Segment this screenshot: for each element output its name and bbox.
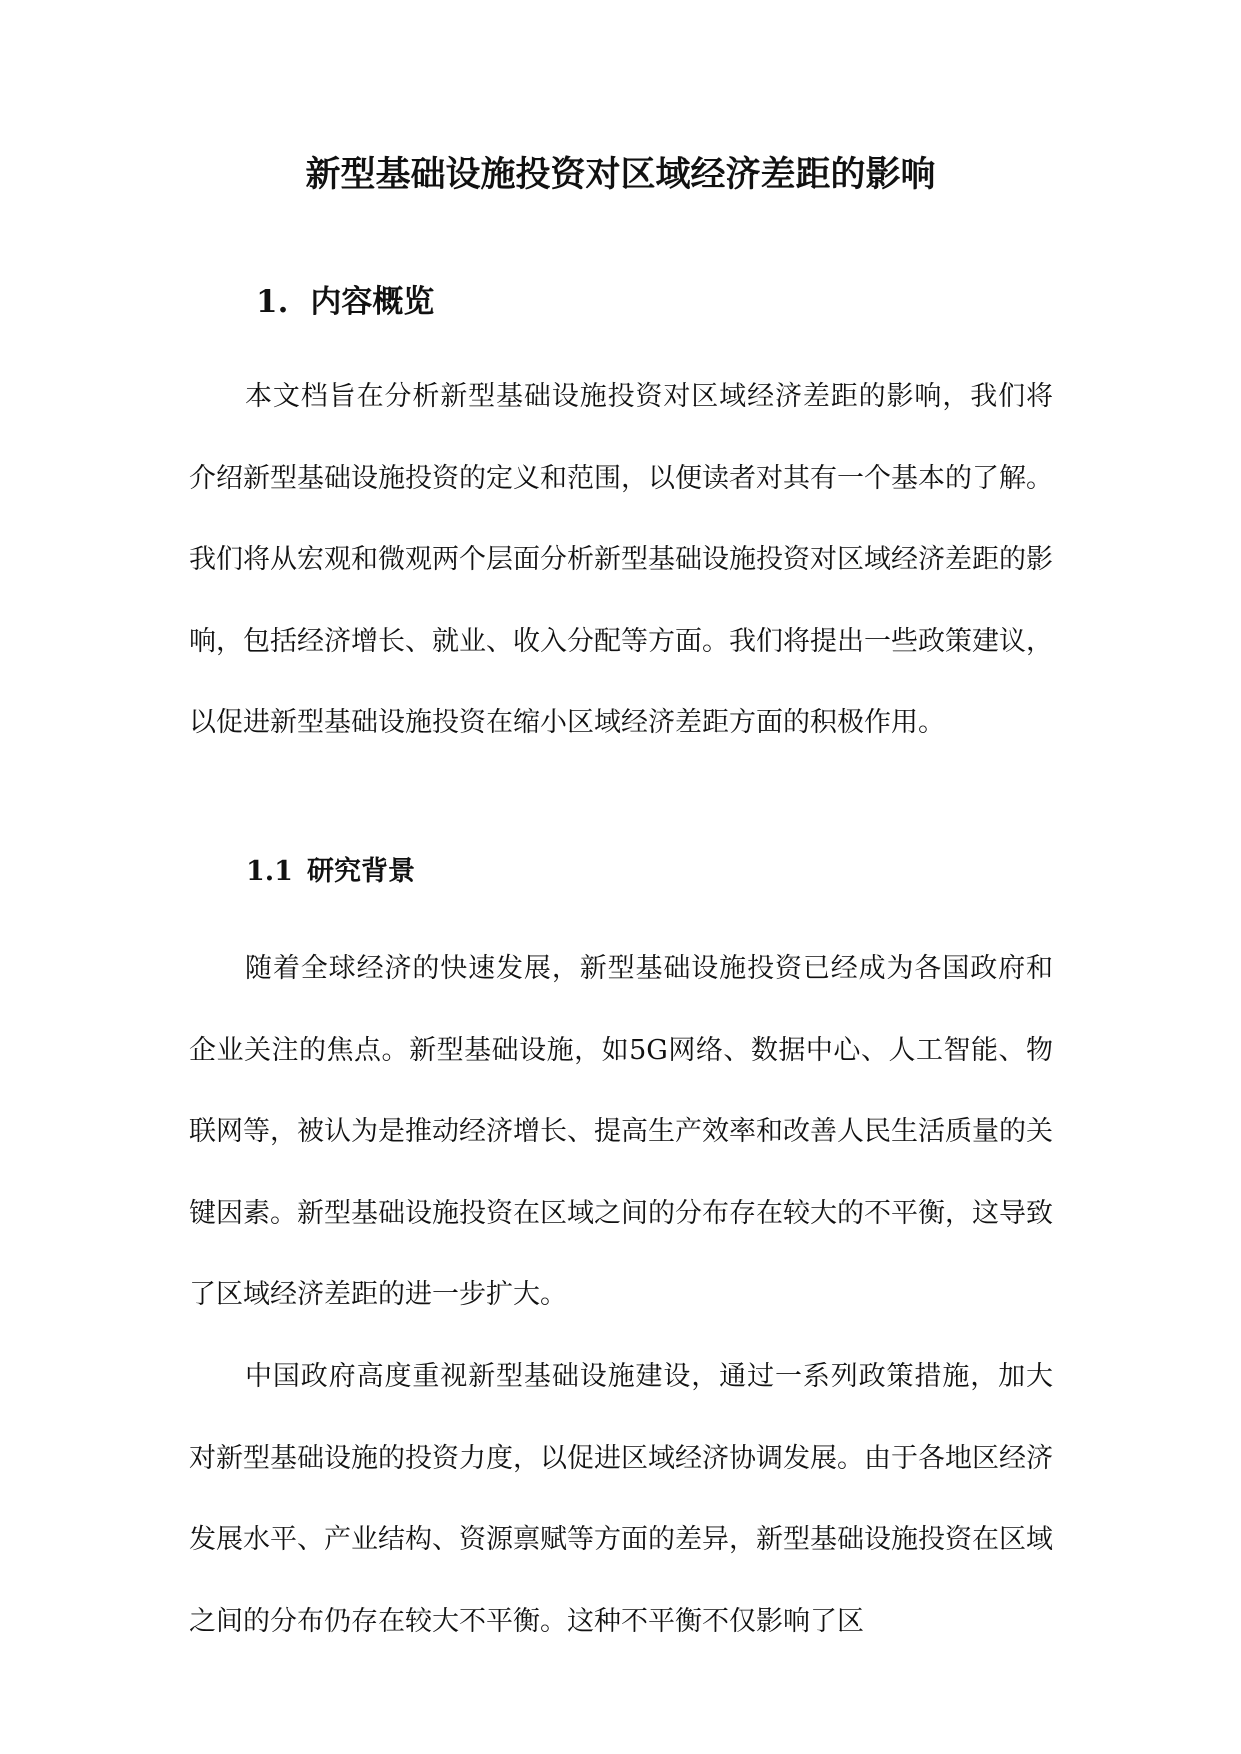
paragraph-background-2: 中国政府高度重视新型基础设施建设，通过一系列政策措施，加大对新型基础设施的投资力度，以促进区域经济协调发展。由于各地区经济发展水平、产业结构、资源禀赋等方面的差异，新型基础设施投资在区域之间的分布仍存在较大不平衡。这种不平衡不仅影响了区 <box>189 1361 1053 1637</box>
section-heading-overview <box>256 280 434 324</box>
subsection-heading-background <box>246 852 415 892</box>
section-number: 1. <box>256 284 289 320</box>
subsection-number: 1.1 <box>246 856 293 887</box>
section-title: 内容概览 <box>310 284 435 320</box>
paragraph-background-1: 随着全球经济的快速发展，新型基础设施投资已经成为各国政府和企业关注的焦点。新型基础设施，如5G网络、数据中心、人工智能、物联网等，被认为是推动经济增长、提高生产效率和改善人民生活质量的关键因素。新型基础设施投资在区域之间的分布存在较大的不平衡，这导致了区域经济差距的进一步扩大。 <box>189 953 1053 1310</box>
subsection-title: 研究背景 <box>306 856 415 887</box>
document-title: 新型基础设施投资对区域经济差距的影响 <box>305 154 936 195</box>
paragraph-overview: 本文档旨在分析新型基础设施投资对区域经济差距的影响，我们将介绍新型基础设施投资的定义和范围，以便读者对其有一个基本的了解。我们将从宏观和微观两个层面分析新型基础设施投资对区域经济差距的影响，包括经济增长、就业、收入分配等方面。我们将提出一些政策建议，以促进新型基础设施投资在缩小区域经济差距方面的积极作用。 <box>189 381 1053 738</box>
